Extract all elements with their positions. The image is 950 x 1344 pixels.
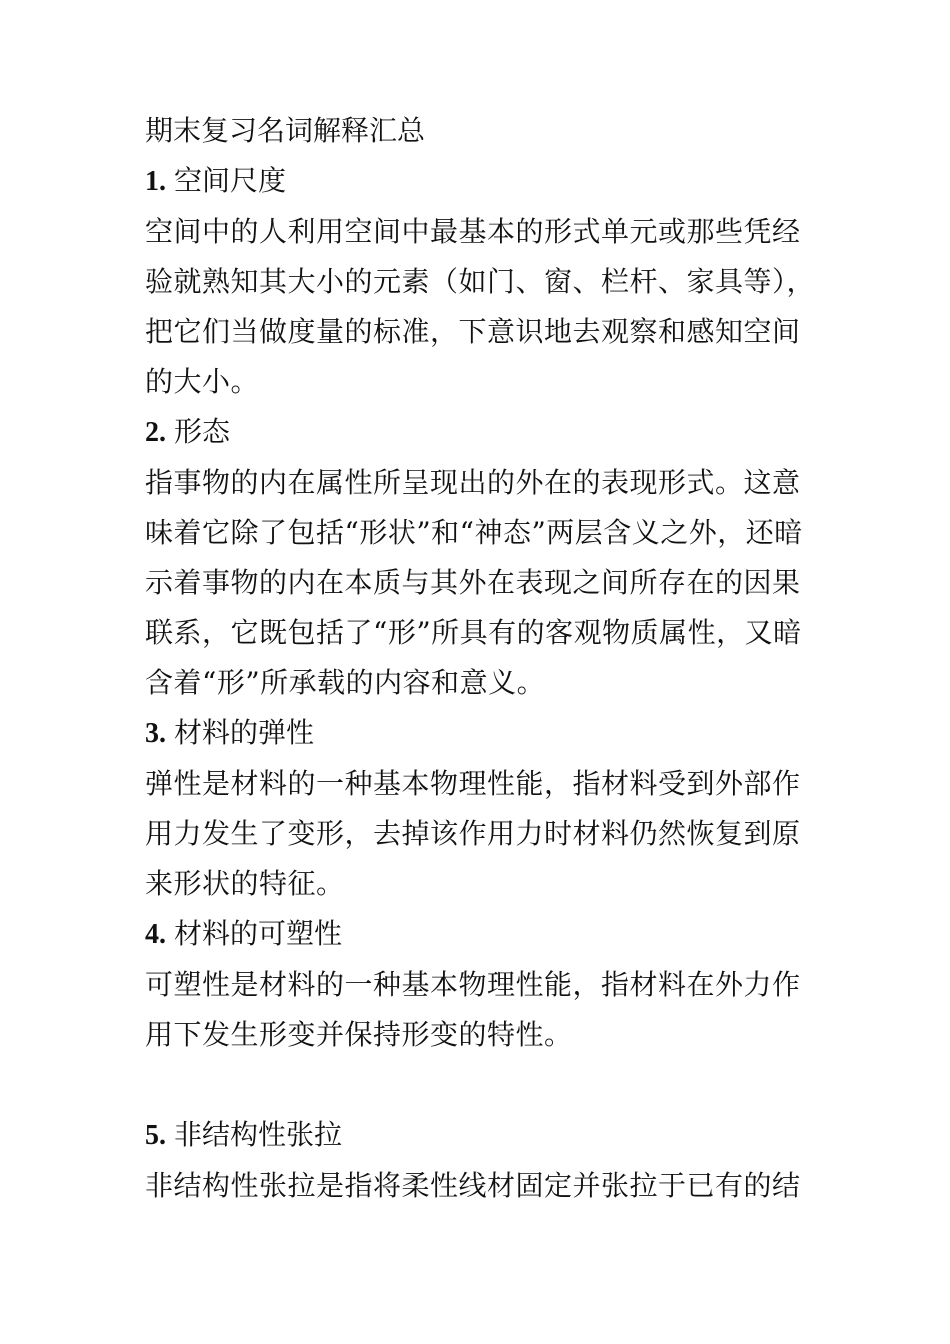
definition-line: 验就熟知其大小的元素（如门、窗、栏杆、家具等），: [145, 265, 816, 298]
term-separator: .: [159, 417, 166, 448]
term-number: 3: [145, 718, 159, 749]
definition-line: 把它们当做度量的标准，下意识地去观察和感知空间: [145, 315, 801, 348]
term-number: 4: [145, 919, 159, 950]
term-title: 形态: [174, 415, 231, 448]
term-title: 材料的可塑性: [174, 917, 343, 950]
term-title: 空间尺度: [174, 164, 287, 197]
definition-line: 空间中的人利用空间中最基本的形式单元或那些凭经: [145, 215, 801, 248]
definition-line: 非结构性张拉是指将柔性线材固定并张拉于已有的结: [145, 1169, 801, 1202]
definition-line: 弹性是材料的一种基本物理性能，指材料受到外部作: [145, 767, 801, 800]
term-separator: .: [159, 919, 166, 950]
definition-line: 的大小。: [145, 365, 260, 398]
definition-line: 可塑性是材料的一种基本物理性能，指材料在外力作: [145, 968, 801, 1001]
definition-line: 联系，它既包括了“形”所具有的客观物质属性，又暗: [145, 616, 802, 649]
definition-line: 味着它除了包括“形状”和“神态”两层含义之外，还暗: [145, 516, 803, 549]
definition-line: 示着事物的内在本质与其外在表现之间所存在的因果: [145, 566, 801, 599]
term-heading-5: [145, 1110, 815, 1161]
term-title: 非结构性张拉: [174, 1118, 343, 1151]
term-number: 2: [145, 417, 159, 448]
paragraph-spacer: [145, 1060, 815, 1110]
term-heading-1: [145, 156, 815, 207]
definition-line: 用下发生形变并保持形变的特性。: [145, 1018, 573, 1051]
term-separator: .: [159, 718, 166, 749]
definition-line: 用力发生了变形，去掉该作用力时材料仍然恢复到原: [145, 817, 801, 850]
term-separator: .: [159, 166, 166, 197]
term-heading-4: [145, 909, 815, 960]
document-body: [145, 106, 815, 1211]
term-separator: .: [159, 1120, 166, 1151]
definition-line: 含着“形”所承载的内容和意义。: [145, 666, 546, 699]
document-heading: 期末复习名词解释汇总: [145, 114, 426, 147]
term-heading-2: [145, 407, 815, 458]
definition-line: 指事物的内在属性所呈现出的外在的表现形式。这意: [145, 466, 801, 499]
definition-line: 来形状的特征。: [145, 867, 345, 900]
term-title: 材料的弹性: [174, 716, 315, 749]
term-heading-3: [145, 708, 815, 759]
term-number: 1: [145, 166, 159, 197]
term-number: 5: [145, 1120, 159, 1151]
